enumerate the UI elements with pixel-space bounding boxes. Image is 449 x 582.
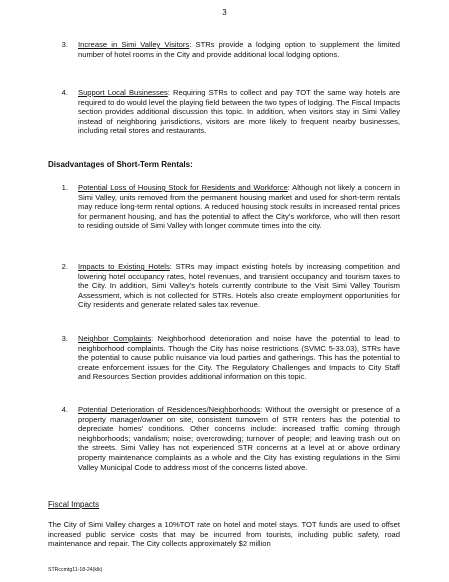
item-body: : STRs provide a lodging option to supplement the limited number of hotel rooms in the City and provide additional local lodging options. [78, 40, 401, 59]
disadvantages-heading: Disadvantages of Short-Term Rentals: [48, 160, 193, 169]
item-title: Potential Deterioration of Residences/Neighborhoods [78, 405, 261, 414]
list-text [78, 183, 400, 231]
fiscal-impacts-title: Fiscal Impacts [48, 500, 100, 509]
fiscal-impacts-paragraph: The City of Simi Valley charges a 10%TOT rate on hotel and motel stays. TOT funds are used to offset increased public service costs that may be incurred from tourists, including public safety, road maintenance and repair. The City collects approximately $2 million [48, 520, 400, 549]
list-number: 1. [61, 183, 68, 192]
item-body: : Although not likely a concern in Simi Valley, units removed from the permanent housing market and used for short-term rentals may reduce long-term rental options. A reduced housing stock results in increased rental prices for permanent housing, and has the potential to affect the City’s workforce, who will then resort to residing outside of Simi Valley with longer commute times into the city. [78, 183, 400, 231]
item-title: Increase in Simi Valley Visitors [78, 40, 190, 49]
list-number: 3. [61, 334, 68, 343]
item-body: : STRs may impact existing hotels by increasing competition and lowering hotel occupancy rates, hotel revenues, and transient occupancy and tourism taxes to the City. In addition, Simi Valley’s hotels currently contribute to the Visit Simi Valley Tourism Assessment, which is not collected for STRs. Hotels also create employment opportunities for City residents and generate related sales tax revenue. [78, 262, 400, 310]
item-title: Neighbor Complaints [78, 334, 152, 343]
list-text [78, 405, 400, 472]
list-text [78, 334, 400, 382]
list-text [78, 40, 400, 59]
list-text [78, 88, 400, 136]
list-number: 4. [61, 88, 68, 97]
item-body: : Neighborhood deterioration and noise have the potential to lead to neighborhood complaints. Though the City has noise restrictions (SVMC 5-33.03), STRs have the potential to cause public nuisance via loud parties and gatherings. This has the potential to create enforcement issues for the City. The Regulatory Challenges and Impacts to City Staff and Resources Section provides additional information on this topic. [78, 334, 400, 382]
item-body: : Without the oversight or presence of a property manager/owner on site, consistent turnovern of STR renters has the potential to depreciate homes’ conditions. Other concerns include: increased traffic coming through neighborhoods; vandalism; noise; overcrowding; turnover of people; and leaving trash out on the streets. Simi Valley has not experienced STR concerns at a level at or above ordinary property maintenance complaints as a whole and the City has existing regulations in the Simi Valley Municipal Code to address most of the concerns listed above. [78, 405, 400, 472]
list-number: 4. [61, 405, 68, 414]
item-title: Impacts to Existing Hotels [78, 262, 170, 271]
page-number: 3 [222, 8, 227, 17]
footer-code: STRccmtg11-18-24(klk) [48, 567, 103, 573]
list-number: 2. [61, 262, 68, 271]
item-title: Potential Loss of Housing Stock for Residents and Workforce [78, 183, 288, 192]
list-text [78, 262, 400, 310]
list-number: 3. [61, 40, 68, 49]
item-title: Support Local Businesses [78, 88, 168, 97]
item-body: : Requiring STRs to collect and pay TOT the same way hotels are required to do would level the playing field between the two types of lodging. The Fiscal Impacts section provides additional discussion this topic. In addition, when visitors stay in Simi Valley instead of neighboring jurisdictions, visitors are more likely to frequent nearby businesses, including retail stores and restaurants. [78, 88, 401, 136]
